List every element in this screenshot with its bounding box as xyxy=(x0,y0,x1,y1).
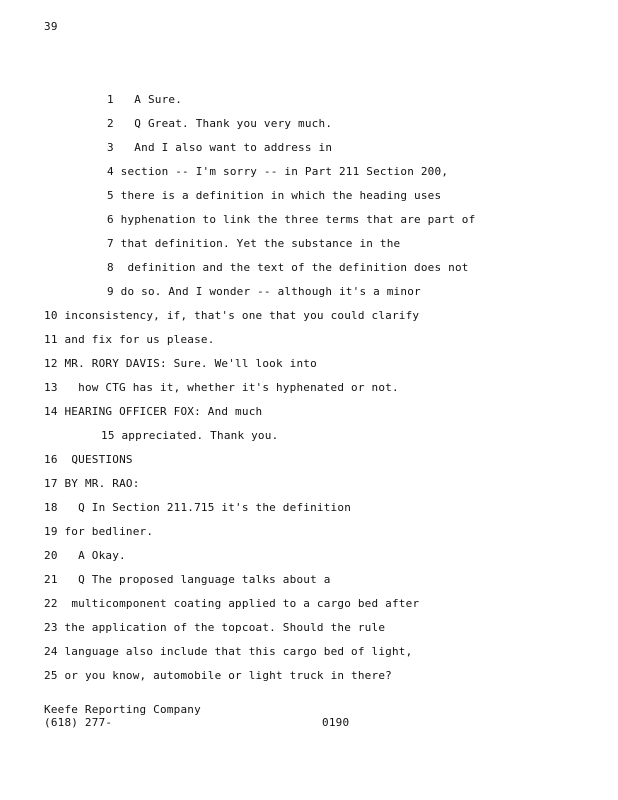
line-number: 6 xyxy=(107,213,114,226)
line-text: the application of the topcoat. Should the rule xyxy=(64,621,386,634)
transcript-line xyxy=(44,501,351,514)
transcript-line xyxy=(44,453,133,466)
transcript-line xyxy=(44,357,317,370)
transcript-line xyxy=(107,141,332,154)
footer-phone-suffix: 0190 xyxy=(322,716,350,729)
line-number: 19 xyxy=(44,525,58,538)
transcript-line xyxy=(44,669,392,682)
line-text: QUESTIONS xyxy=(71,453,133,466)
line-text: appreciated. Thank you. xyxy=(121,429,279,442)
transcript-line xyxy=(107,117,332,130)
transcript-line xyxy=(44,405,262,418)
line-text: Q In Section 211.715 it's the definition xyxy=(78,501,352,514)
transcript-line xyxy=(44,573,331,586)
transcript-line xyxy=(107,285,421,298)
transcript-line xyxy=(44,333,215,346)
line-number: 2 xyxy=(107,117,114,130)
line-text: do so. And I wonder -- although it's a minor xyxy=(120,285,421,298)
line-text: multicomponent coating applied to a cargo bed after xyxy=(71,597,420,610)
transcript-line xyxy=(44,309,419,322)
line-number: 13 xyxy=(44,381,58,394)
line-text: BY MR. RAO: xyxy=(64,477,140,490)
line-number: 8 xyxy=(107,261,114,274)
line-number: 12 xyxy=(44,357,58,370)
line-text: Q Great. Thank you very much. xyxy=(134,117,333,130)
transcript-line xyxy=(107,213,475,226)
line-text: A Okay. xyxy=(78,549,126,562)
transcript-line xyxy=(107,189,441,202)
line-number: 16 xyxy=(44,453,58,466)
transcript-line xyxy=(44,645,412,658)
line-text: language also include that this cargo bed of light, xyxy=(64,645,413,658)
line-number: 4 xyxy=(107,165,114,178)
transcript-line xyxy=(107,93,182,106)
line-number: 14 xyxy=(44,405,58,418)
line-text: inconsistency, if, that's one that you could clarify xyxy=(64,309,420,322)
line-text: that definition. Yet the substance in the xyxy=(120,237,401,250)
transcript-line xyxy=(101,429,278,442)
line-number: 24 xyxy=(44,645,58,658)
line-number: 18 xyxy=(44,501,58,514)
line-number: 23 xyxy=(44,621,58,634)
line-text: definition and the text of the definition does not xyxy=(127,261,469,274)
line-number: 11 xyxy=(44,333,58,346)
line-number: 3 xyxy=(107,141,114,154)
line-text: for bedliner. xyxy=(64,525,154,538)
line-text: hyphenation to link the three terms that are part of xyxy=(120,213,476,226)
page-number: 39 xyxy=(44,20,58,33)
line-text: and fix for us please. xyxy=(64,333,215,346)
transcript-line xyxy=(44,525,153,538)
transcript-line xyxy=(44,477,140,490)
line-text: or you know, automobile or light truck in there? xyxy=(64,669,392,682)
transcript-line xyxy=(44,621,385,634)
transcript-line xyxy=(44,549,126,562)
line-number: 15 xyxy=(101,429,115,442)
line-text: how CTG has it, whether it's hyphenated or not. xyxy=(78,381,399,394)
transcript-line xyxy=(107,261,469,274)
transcript-line xyxy=(107,237,400,250)
transcript-line xyxy=(44,381,399,394)
line-number: 22 xyxy=(44,597,58,610)
line-number: 10 xyxy=(44,309,58,322)
footer-company: Keefe Reporting Company xyxy=(44,703,201,716)
line-number: 20 xyxy=(44,549,58,562)
line-number: 21 xyxy=(44,573,58,586)
line-text: section -- I'm sorry -- in Part 211 Section 200, xyxy=(120,165,449,178)
line-text: Q The proposed language talks about a xyxy=(78,573,331,586)
transcript-line xyxy=(44,597,419,610)
line-text: MR. RORY DAVIS: Sure. We'll look into xyxy=(64,357,317,370)
line-number: 5 xyxy=(107,189,114,202)
line-number: 9 xyxy=(107,285,114,298)
line-text: A Sure. xyxy=(134,93,183,106)
line-number: 17 xyxy=(44,477,58,490)
line-text: HEARING OFFICER FOX: And much xyxy=(64,405,263,418)
transcript-line xyxy=(107,165,448,178)
line-number: 1 xyxy=(107,93,114,106)
line-number: 25 xyxy=(44,669,58,682)
line-number: 7 xyxy=(107,237,114,250)
footer-phone: (618) 277- xyxy=(44,716,113,729)
line-text: there is a definition in which the heading uses xyxy=(120,189,442,202)
line-text: And I also want to address in xyxy=(134,141,333,154)
